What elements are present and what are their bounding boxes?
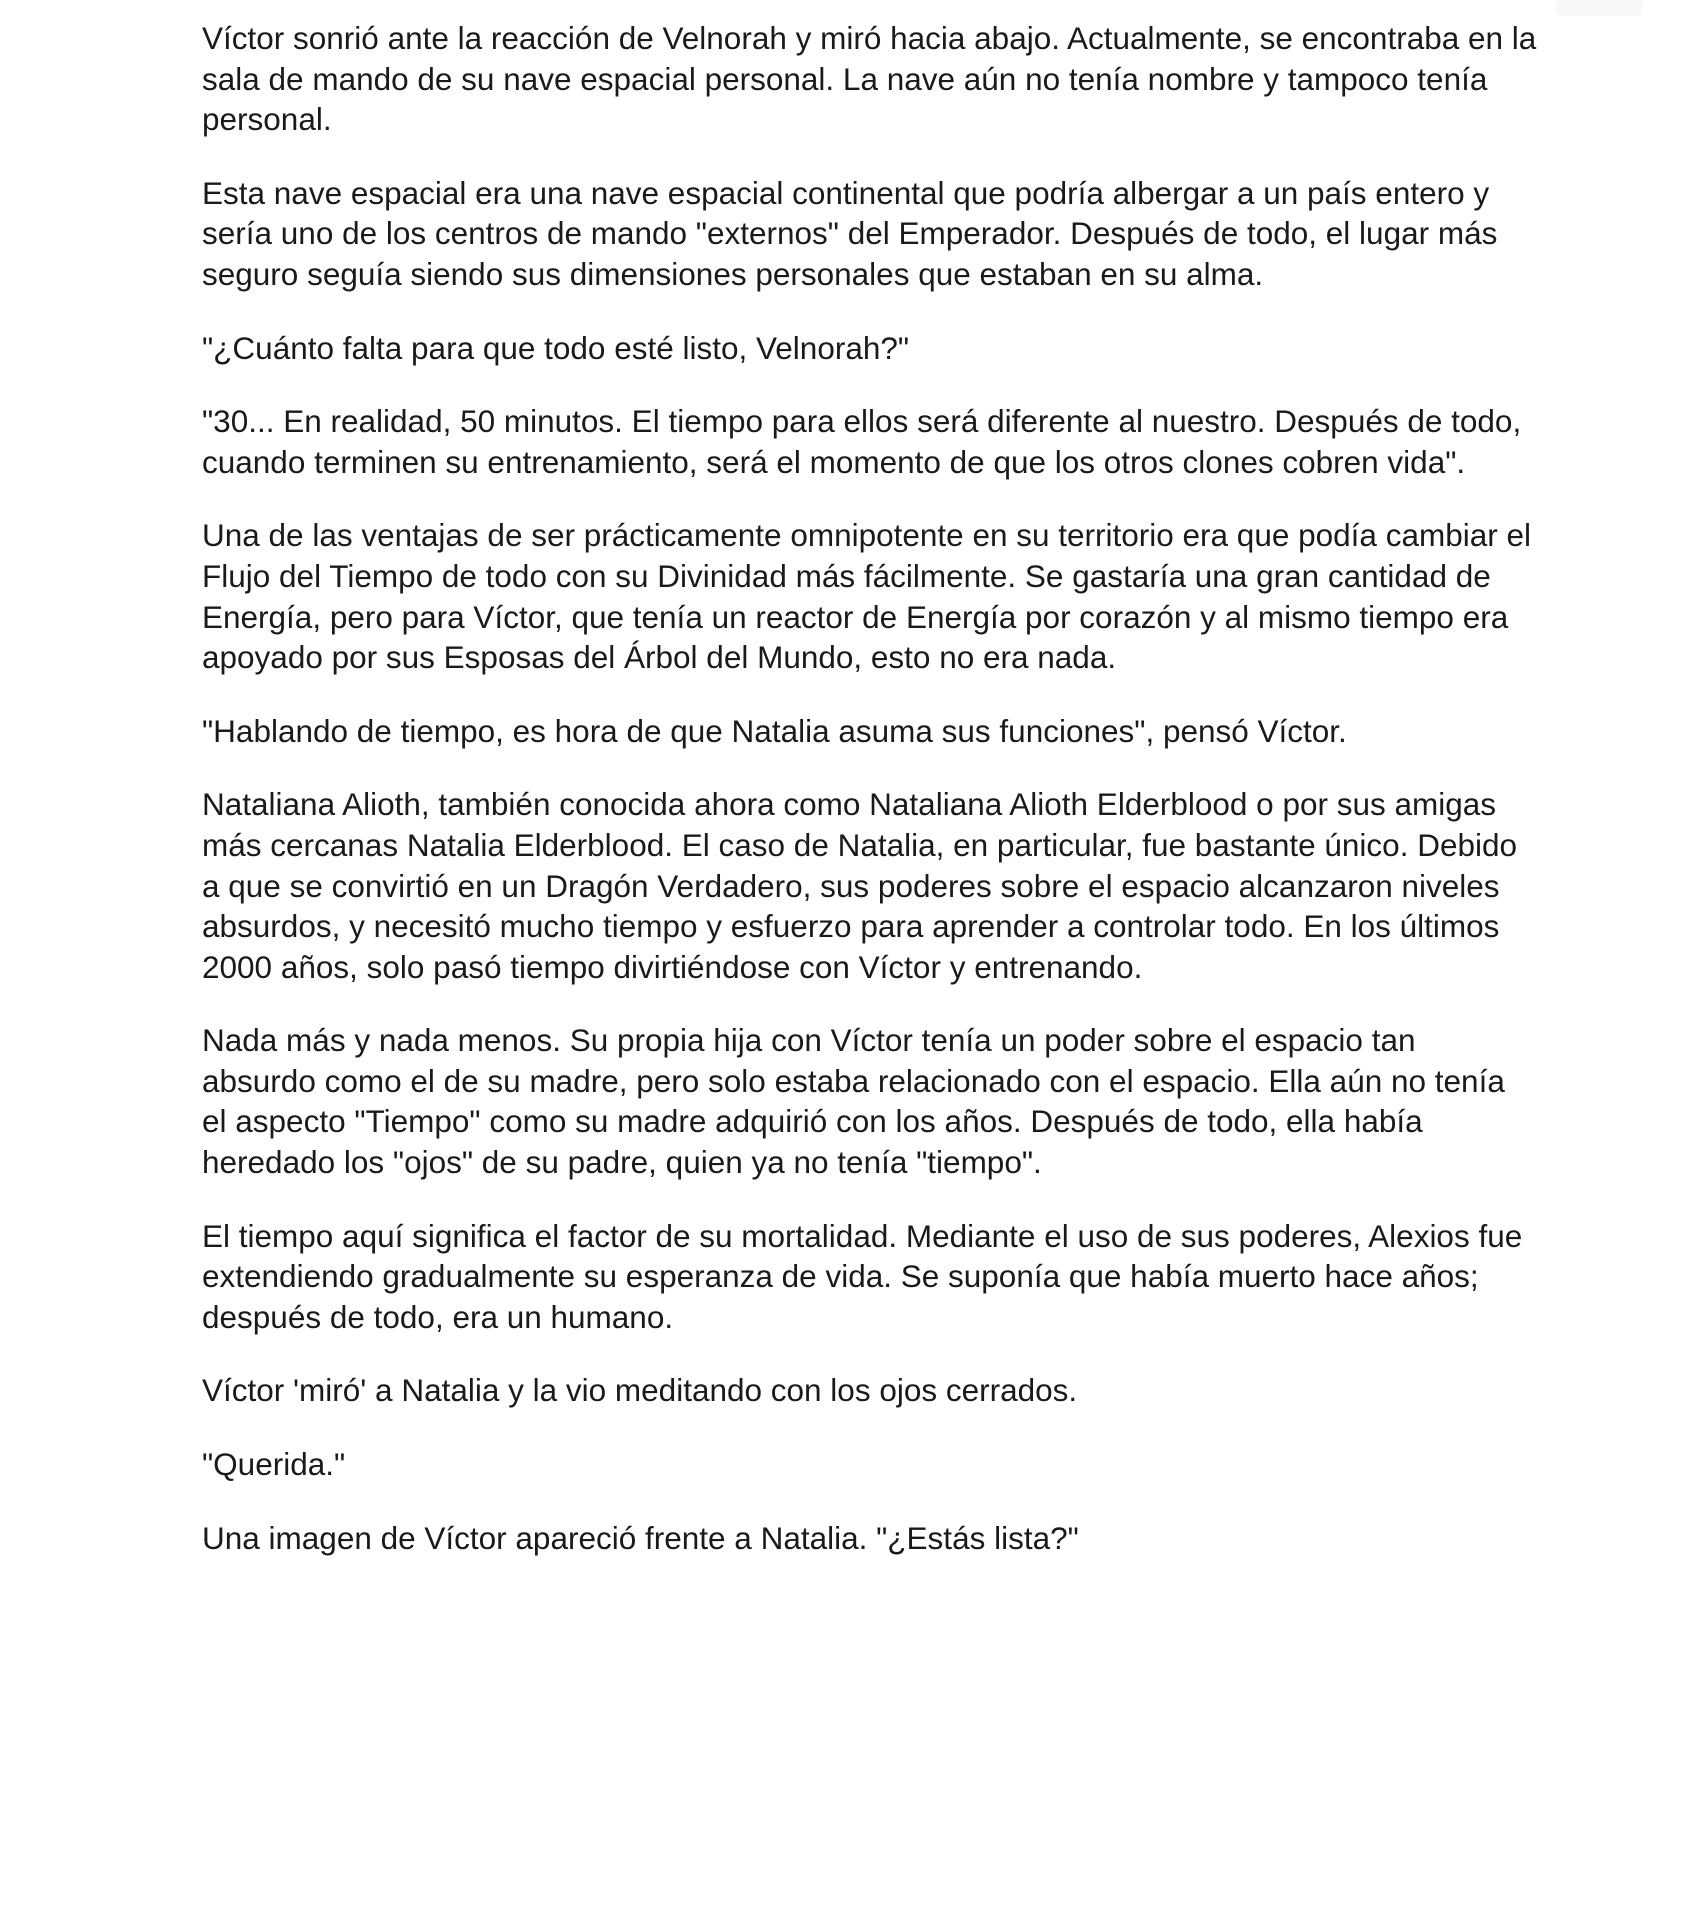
paragraph: Nataliana Alioth, también conocida ahora como Nataliana Alioth Elderblood o por sus amigas más cercanas Natalia Elderblood. El caso de Natalia, en particular, fue bastante único. Debido a que se convirtió en un Dragón Verdadero, sus poderes sobre el espacio alcanzaron niveles absurdos, y necesitó mucho tiempo y esfuerzo para aprender a controlar todo. En los últimos 2000 años, solo pasó tiempo divirtiéndose con Víctor y entrenando. [202, 786, 1518, 985]
document-body [202, 18, 1537, 1558]
paragraph: Nada más y nada menos. Su propia hija con Víctor tenía un poder sobre el espacio tan absurdo como el de su madre, pero solo estaba relacionado con el espacio. Ella aún no tenía el aspecto "Tiempo" como su madre adquirió con los años. Después de todo, ella había heredado los "ojos" de su padre, quien ya no tenía "tiempo". [202, 1022, 1505, 1181]
corner-tab [1556, 0, 1642, 16]
paragraph: Víctor sonrió ante la reacción de Velnorah y miró hacia abajo. Actualmente, se encontraba en la sala de mando de su nave espacial personal. La nave aún no tenía nombre y tampoco tenía personal. [202, 20, 1537, 138]
paragraph: "¿Cuánto falta para que todo esté listo, Velnorah?" [202, 329, 910, 366]
paragraph: Esta nave espacial era una nave espacial continental que podría albergar a un país entero y sería uno de los centros de mando "externos" del Emperador. Después de todo, el lugar más seguro seguía siendo sus dimensiones personales que estaban en su alma. [202, 174, 1498, 292]
paragraph: Una de las ventajas de ser prácticamente omnipotente en su territorio era que podía cambiar el Flujo del Tiempo de todo con su Divinidad más fácilmente. Se gastaría una gran cantidad de Energía, pero para Víctor, que tenía un reactor de Energía por corazón y al mismo tiempo era apoyado por sus Esposas del Árbol del Mundo, esto no era nada. [202, 517, 1531, 676]
paragraph: Víctor 'miró' a Natalia y la vio meditando con los ojos cerrados. [202, 1372, 1078, 1409]
paragraph: El tiempo aquí significa el factor de su mortalidad. Mediante el uso de sus poderes, Alexios fue extendiendo gradualmente su esperanza de vida. Se suponía que había muerto hace años; después de todo, era un humano. [202, 1217, 1523, 1335]
paragraph: "Hablando de tiempo, es hora de que Natalia asuma sus funciones", pensó Víctor. [202, 712, 1347, 749]
paragraph: "Querida." [202, 1446, 346, 1483]
paragraph: Una imagen de Víctor apareció frente a Natalia. "¿Estás lista?" [202, 1519, 1079, 1556]
paragraph: "30... En realidad, 50 minutos. El tiempo para ellos será diferente al nuestro. Después de todo, cuando terminen su entrenamiento, será el momento de que los otros clones cobren vida". [202, 403, 1522, 480]
